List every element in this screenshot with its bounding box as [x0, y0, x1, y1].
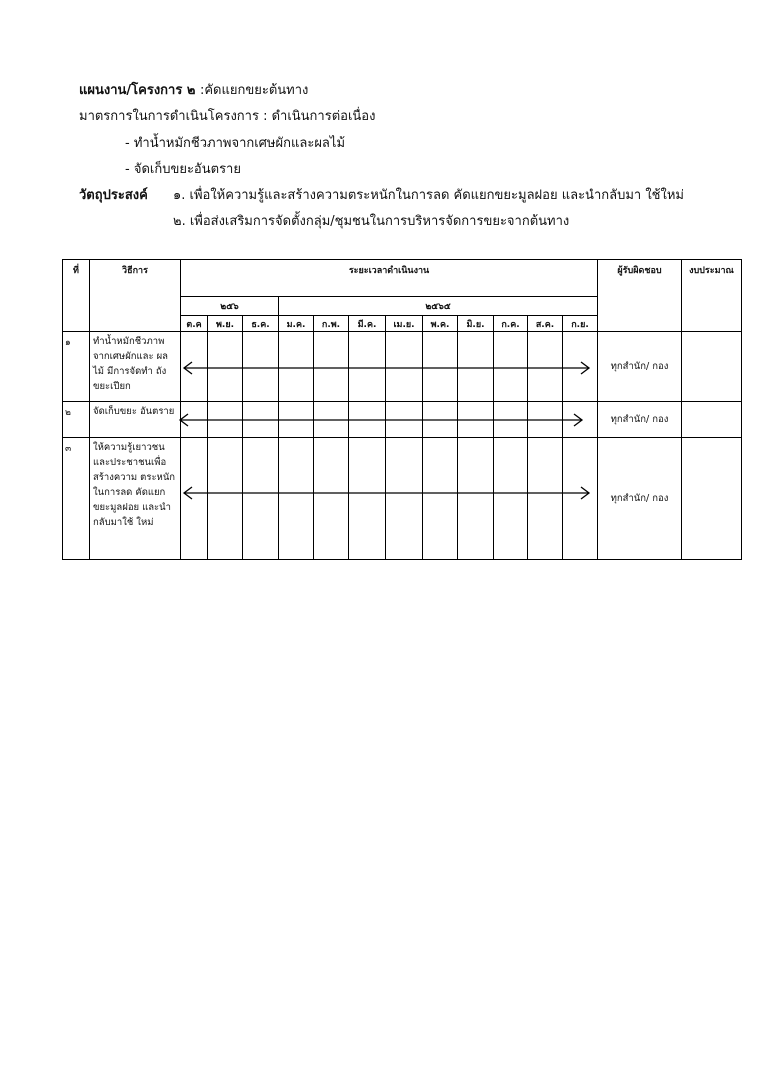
header-no: ที่ — [63, 260, 90, 332]
month-sep: ก.ย. — [563, 316, 598, 332]
row-no: ๓ — [63, 438, 90, 560]
header-row-top — [63, 260, 742, 297]
month-mar: มี.ค. — [349, 316, 386, 332]
header-method: วิธีการ — [90, 260, 181, 332]
plan-name: :คัดแยกขยะต้นทาง — [199, 83, 309, 98]
header-responsible: ผู้รับผิดชอบ — [598, 260, 682, 332]
table-row — [63, 438, 742, 560]
month-oct: ต.ค — [181, 316, 208, 332]
month-feb: ก.พ. — [314, 316, 349, 332]
row-responsible: ทุกสำนัก/ กอง — [598, 332, 682, 402]
plan-label: แผนงาน/โครงการ ๒ — [79, 83, 196, 98]
row-no: ๑ — [63, 332, 90, 402]
month-apr: เม.ย. — [386, 316, 423, 332]
table-row — [63, 332, 742, 402]
row-method: จัดเก็บขยะ อันตราย — [90, 402, 181, 438]
objective-2: ๒. เพื่อส่งเสริมการจัดตั้งกลุ่ม/ชุมชนในการบริหารจัดการขยะจากต้นทาง — [173, 214, 570, 229]
row-budget — [682, 332, 742, 402]
table-row — [63, 402, 742, 438]
objective-1: ๑. เพื่อให้ความรู้และสร้างความตระหนักในการลด คัดแยกขยะมูลฝอย และนำกลับมา ใช้ใหม่ — [173, 188, 684, 203]
header-period: ระยะเวลาดำเนินงาน — [181, 260, 598, 297]
month-jun: มิ.ย. — [458, 316, 494, 332]
month-jan: ม.ค. — [279, 316, 314, 332]
bullet-2: - จัดเก็บขยะอันตราย — [125, 162, 241, 177]
plan-table — [62, 259, 742, 560]
measure-text: มาตรการในการดำเนินโครงการ : ดำเนินการต่อเนื่อง — [79, 109, 376, 124]
bullet-1: - ทำน้ำหมักชีวภาพจากเศษผักและผลไม้ — [125, 136, 346, 151]
row-method: ให้ความรู้เยาวชน และประชาชนเพื่อ สร้างความ ตระหนักในการลด คัดแยกขยะมูลฝอย และนำกลับมาใช้ ใหม่ — [90, 438, 181, 560]
month-dec: ธ.ค. — [243, 316, 279, 332]
year-1: ๒๕๖ — [181, 297, 279, 316]
row-responsible: ทุกสำนัก/ กอง — [598, 402, 682, 438]
row-responsible: ทุกสำนัก/ กอง — [598, 438, 682, 560]
month-nov: พ.ย. — [208, 316, 243, 332]
month-aug: ส.ค. — [528, 316, 563, 332]
month-jul: ก.ค. — [494, 316, 528, 332]
year-2: ๒๕๖๕ — [279, 297, 598, 316]
row-method: ทำน้ำหมักชีวภาพ จากเศษผักและ ผลไม้ มีการจัดทำ ถังขยะเปียก — [90, 332, 181, 402]
row-budget — [682, 402, 742, 438]
row-budget — [682, 438, 742, 560]
row-no: ๒ — [63, 402, 90, 438]
month-may: พ.ค. — [423, 316, 458, 332]
objective-label: วัตถุประสงค์ — [79, 188, 148, 203]
plan-title — [79, 79, 308, 100]
header-budget: งบประมาณ — [682, 260, 742, 332]
